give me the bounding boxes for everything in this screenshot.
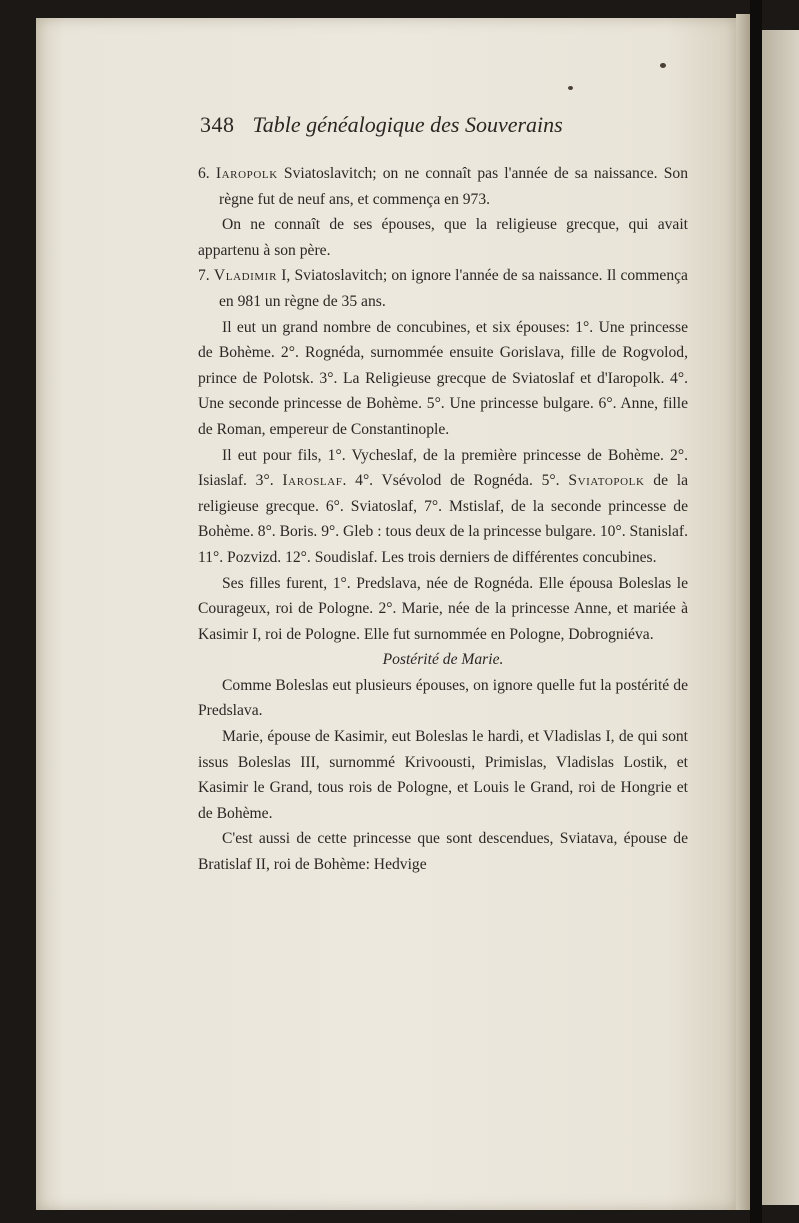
paragraph: Ses filles furent, 1°. Predslava, née de Rognéda. Elle épousa Boleslas le Courageux, roi de Pologne. 2°. Marie, née de la princesse Anne, et mariée à Kasimir I, roi de Pologne. Elle fut surnommée en Pologne, Dobrogniéva. xyxy=(198,574,688,643)
entry-6 xyxy=(198,161,688,212)
text-run: de la religieuse grecque. 6°. Sviatoslaf, 7°. Mstislaf, de la seconde princesse de Bohème. 8°. Boris. 9°. Gleb : tous deux de la princesse bulgare. 10°. Stanislaf. 11°. Pozvizd. 12°. Soudislaf. Les trois derniers de différentes concubines. xyxy=(198,472,688,566)
ink-speck xyxy=(660,63,666,68)
entry-text: I, Sviatoslavitch; on ignore l'année de sa naissance. Il commença en 981 un règne de 35 ans. xyxy=(219,267,688,310)
entry-7 xyxy=(198,263,688,314)
paragraph: Comme Boleslas eut plusieurs épouses, on ignore quelle fut la postérité de Predslava. xyxy=(198,676,688,720)
entry-text: Sviatoslavitch; on ne connaît pas l'année de sa naissance. Son règne fut de neuf ans, et commença en 973. xyxy=(219,165,688,208)
running-head-title: Table généalogique des Souverains xyxy=(252,112,563,137)
page-edge xyxy=(736,14,750,1210)
ink-speck xyxy=(568,86,573,90)
ruler-name: Iaropolk xyxy=(215,165,278,182)
entry-number: 6. xyxy=(198,165,210,182)
book-gutter xyxy=(750,0,762,1223)
paragraph: Il eut un grand nombre de concubines, et six épouses: 1°. Une princesse de Bohème. 2°. Rognéda, surnommée ensuite Gorislava, fille de Rogvolod, prince de Polotsk. 3°. La Religieuse grecque de Sviatoslaf et d'Iaropolk. 4°. Une seconde princesse de Bohème. 5°. Une princesse bulgare. 6°. Anne, fille de Roman, empereur de Constantinople. xyxy=(198,318,688,438)
paragraph: On ne connaît de ses épouses, que la religieuse grecque, qui avait appartenu à son père. xyxy=(198,216,688,259)
ruler-name: Sviatopolk xyxy=(568,472,645,490)
section-title: Postérité de Marie. xyxy=(382,651,504,669)
entry-number: 7. xyxy=(198,267,210,285)
running-header xyxy=(200,112,660,146)
text-run: . 4°. Vsévolod de Rognéda. 5°. xyxy=(342,472,569,490)
text-run: Il eut pour fils, 1°. Vycheslaf, de la première princesse de Bohème. 2°. Isiaslaf. 3°. xyxy=(198,446,688,490)
page-number: 348 xyxy=(200,112,235,137)
facing-page-edge xyxy=(762,30,799,1205)
paragraph: Marie, épouse de Kasimir, eut Boleslas le hardi, et Vladislas I, de qui sont issus Boleslas III, surnommé Krivoousti, Primislas, Vladislas Lostik, et Kasimir le Grand, tous rois de Pologne, et Louis le Grand, roi de Hongrie et de Bohème. xyxy=(198,728,688,822)
ruler-name: Vladimir xyxy=(213,267,278,285)
paragraph-sons xyxy=(198,443,688,571)
paragraph: C'est aussi de cette princesse que sont descendues, Sviatava, épouse de Bratislaf II, roi de Bohème: Hedvige xyxy=(198,830,688,874)
page-body xyxy=(198,161,688,878)
ruler-name: Iaroslaf xyxy=(282,472,343,490)
